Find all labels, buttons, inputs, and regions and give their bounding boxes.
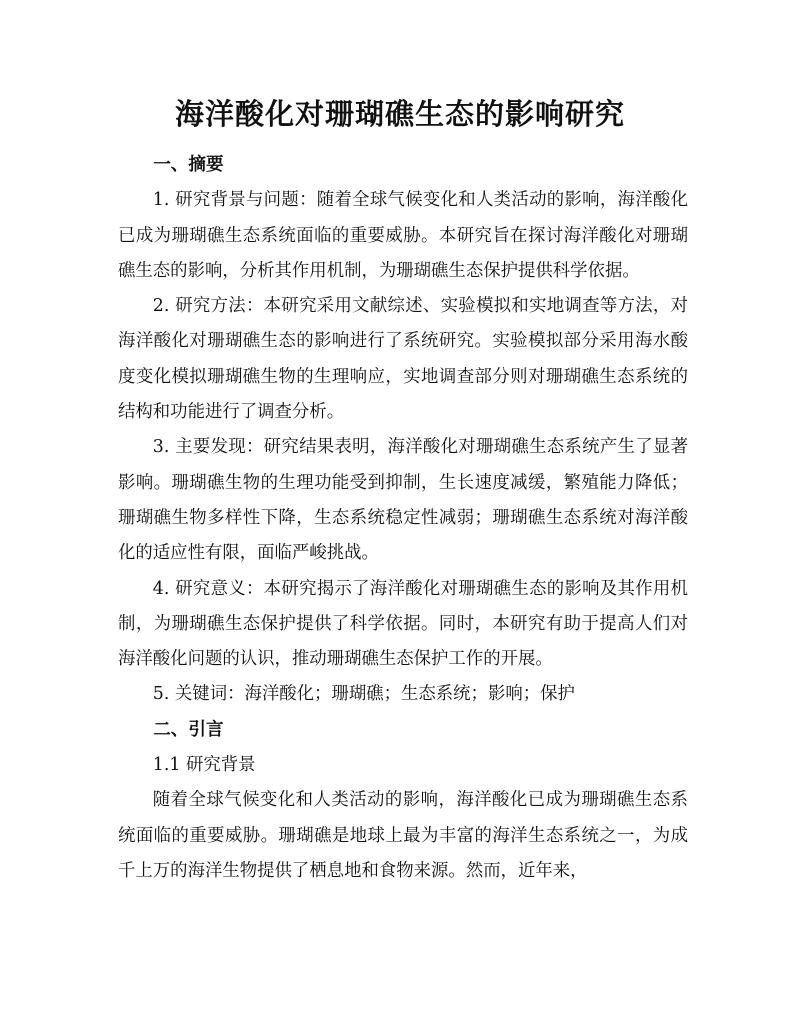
document-title: 海洋酸化对珊瑚礁生态的影响研究 bbox=[174, 97, 625, 131]
abstract-paragraph-4: 4. 研究意义：本研究揭示了海洋酸化对珊瑚礁生态的影响及其作用机制，为珊瑚礁生态保护提供了科学依据。同时，本研究有助于提高人们对海洋酸化问题的认识，推动珊瑚礁生态保护工作的开展。 bbox=[118, 578, 688, 670]
abstract-keywords: 5. 关键词：海洋酸化；珊瑚礁；生态系统；影响；保护 bbox=[152, 684, 575, 705]
abstract-paragraph-2: 2. 研究方法：本研究采用文献综述、实验模拟和实地调查等方法，对海洋酸化对珊瑚礁生态的影响进行了系统研究。实验模拟部分采用海水酸度变化模拟珊瑚礁生物的生理响应，实地调查部分则对珊瑚礁生态系统的结构和功能进行了调查分析。 bbox=[118, 296, 688, 423]
abstract-paragraph-3: 3. 主要发现：研究结果表明，海洋酸化对珊瑚礁生态系统产生了显著影响。珊瑚礁生物的生理功能受到抑制，生长速度减缓，繁殖能力降低；珊瑚礁生物多样性下降，生态系统稳定性减弱；珊瑚礁生态系统对海洋酸化的适应性有限，面临严峻挑战。 bbox=[118, 437, 688, 564]
document-body bbox=[118, 148, 688, 889]
section-heading-introduction: 二、引言 bbox=[153, 719, 224, 740]
subsection-heading-background: 1.1 研究背景 bbox=[152, 755, 256, 776]
abstract-paragraph-1: 1. 研究背景与问题：随着全球气候变化和人类活动的影响，海洋酸化已成为珊瑚礁生态系统面临的重要威胁。本研究旨在探讨海洋酸化对珊瑚礁生态的影响，分析其作用机制，为珊瑚礁生态保护提供科学依据。 bbox=[118, 190, 688, 281]
section-heading-abstract: 一、摘要 bbox=[153, 155, 224, 175]
introduction-paragraph: 随着全球气候变化和人类活动的影响，海洋酸化已成为珊瑚礁生态系统面临的重要威胁。珊瑚礁是地球上最为丰富的海洋生态系统之一，为成千上万的海洋生物提供了栖息地和食物来源。然而，近年来， bbox=[118, 790, 688, 881]
